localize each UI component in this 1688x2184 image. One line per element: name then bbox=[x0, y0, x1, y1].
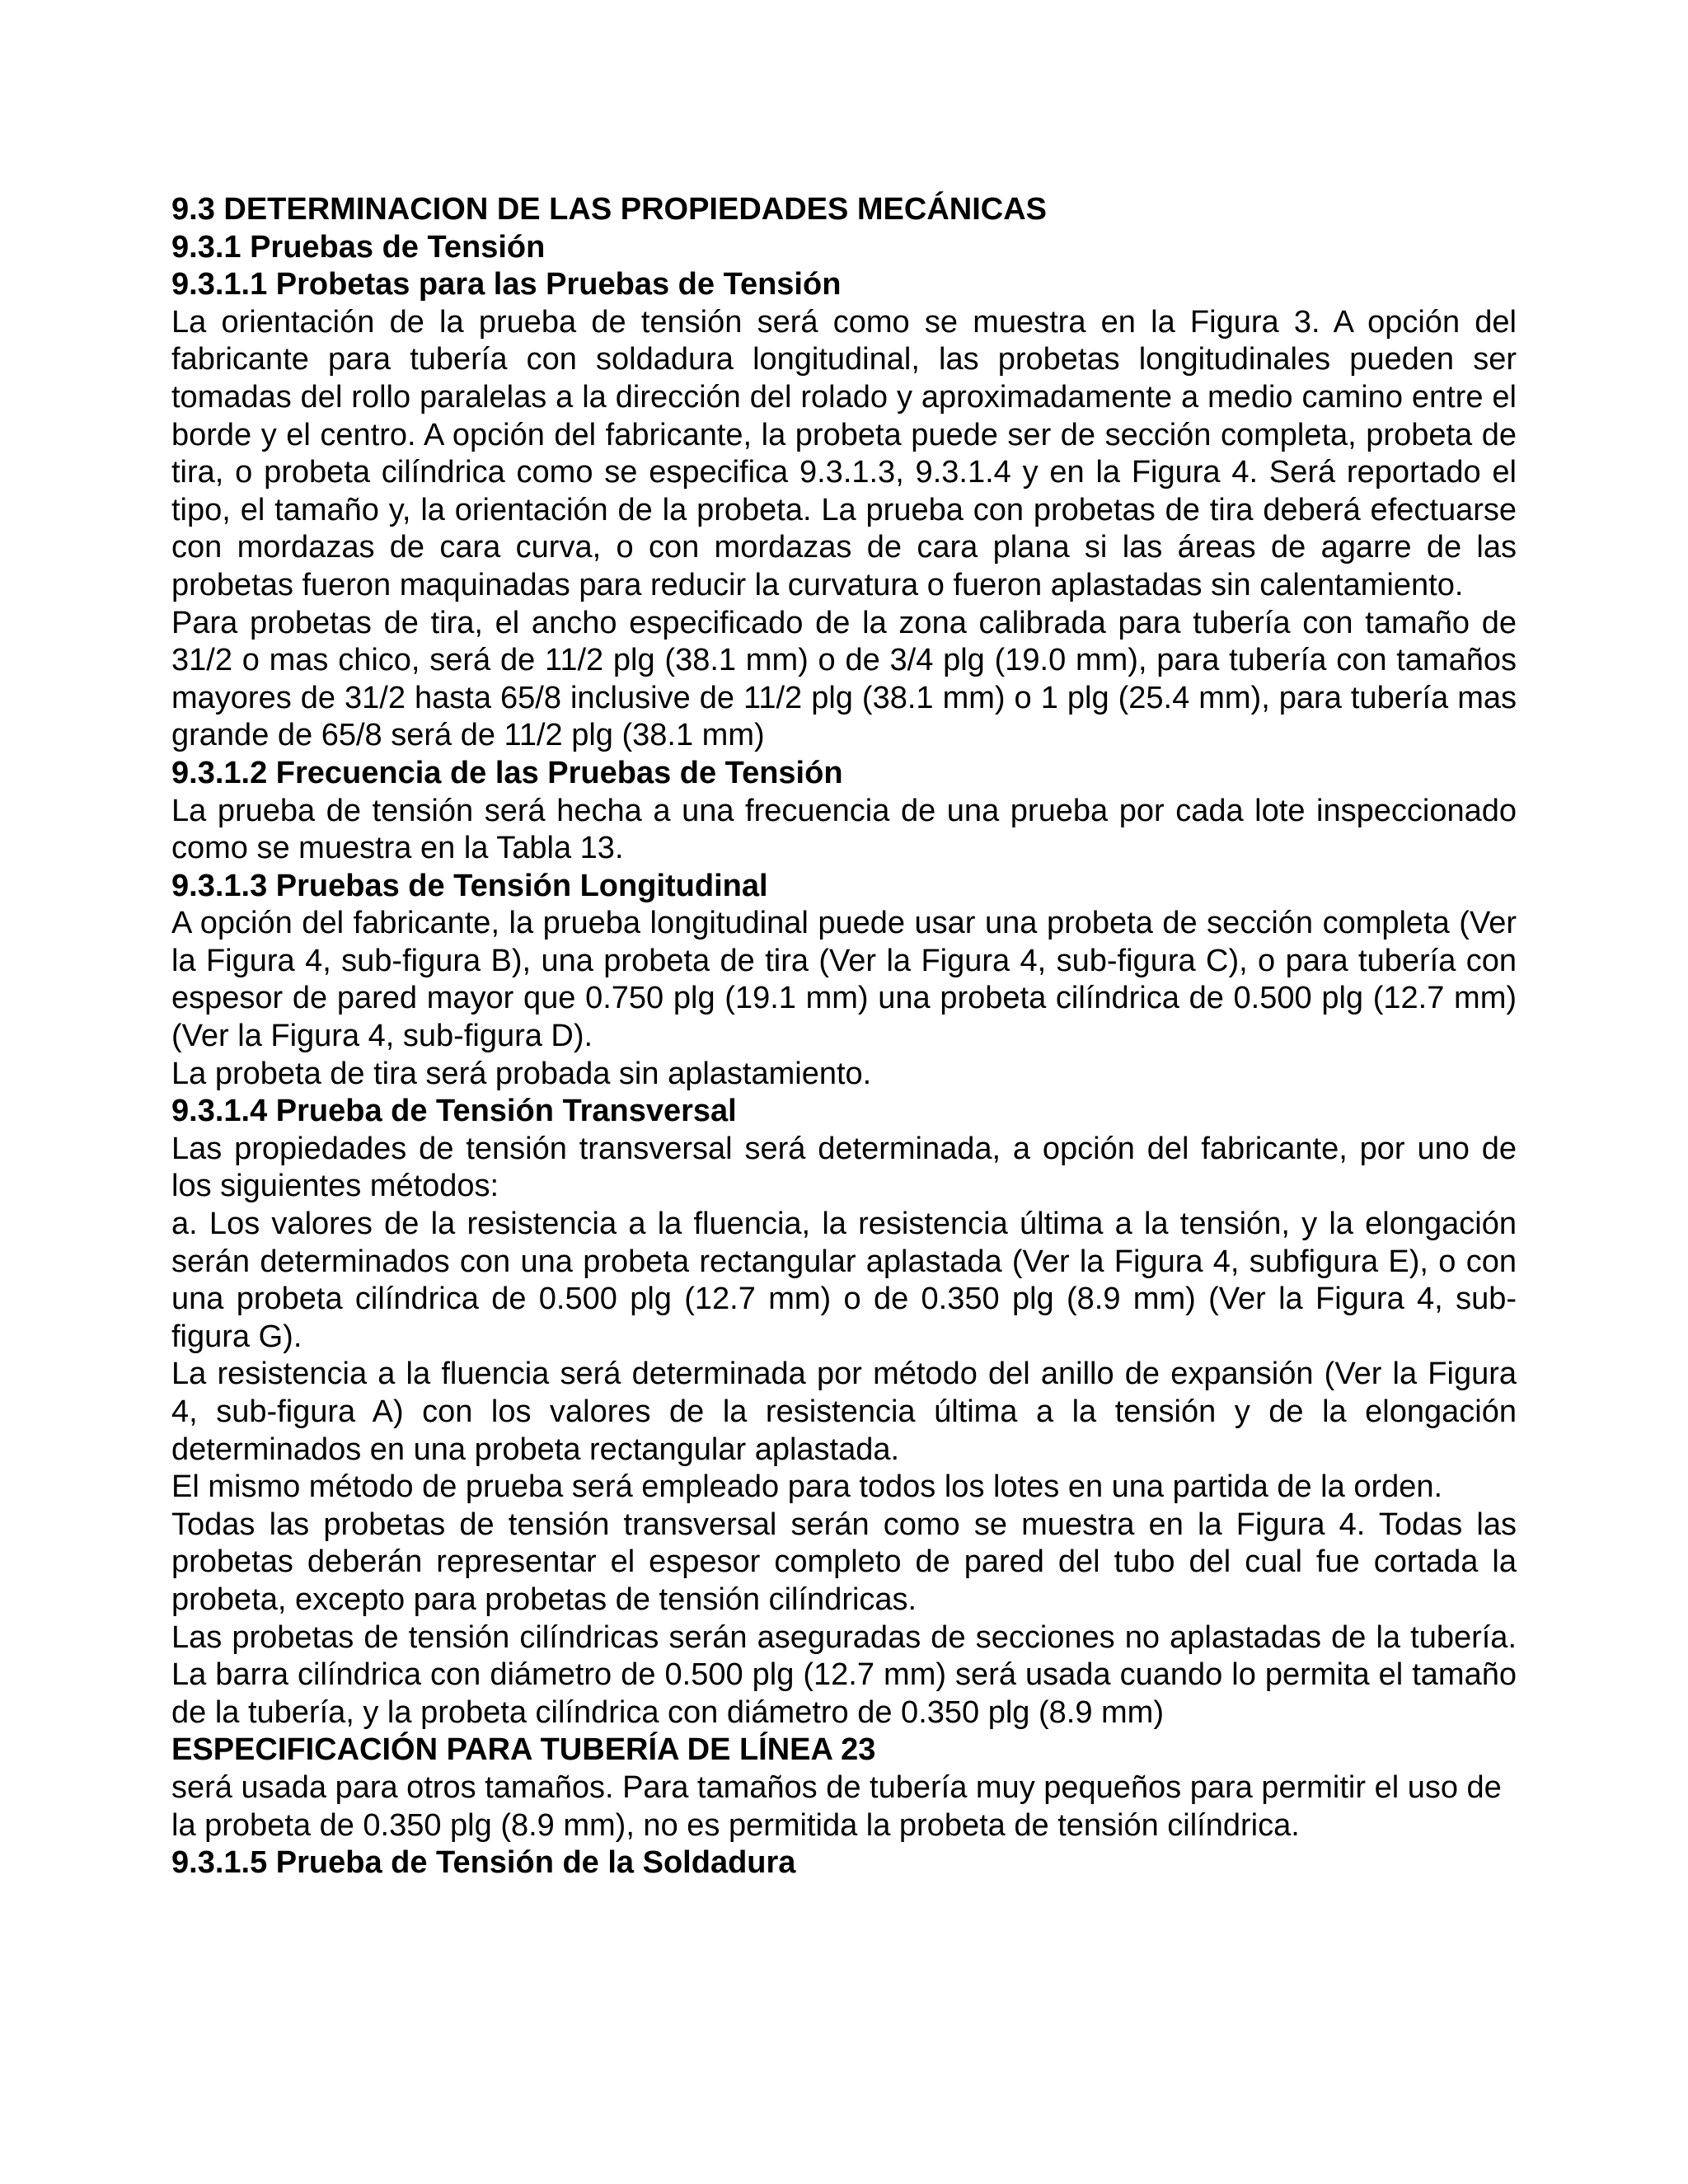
paragraph-ring-expansion: La resistencia a la fluencia será determinada por método del anillo de expansión (Ver la Figura 4, sub-figura A) con los valores de la resistencia última a la tensión y de la elongación determinados en una probeta rectangular aplastada. bbox=[171, 1357, 1517, 1467]
paragraph-transverse-methods: Las propiedades de tensión transversal será determinada, a opción del fabricante, por uno de los siguientes métodos: bbox=[171, 1131, 1517, 1204]
document-page bbox=[171, 191, 1517, 1882]
section-heading-9-3-1-2: 9.3.1.2 Frecuencia de las Pruebas de Tensión bbox=[171, 755, 843, 790]
paragraph-cylindrical-specimens: Las probetas de tensión cilíndricas serán aseguradas de secciones no aplastadas de la tubería. La barra cilíndrica con diámetro de 0.500 plg (12.7 mm) será usada cuando lo permita el tamaño de la tubería, y la probeta cilíndrica con diámetro de 0.350 plg (8.9 mm) bbox=[171, 1619, 1517, 1730]
section-heading-9-3-1: 9.3.1 Pruebas de Tensión bbox=[171, 229, 546, 265]
section-heading-9-3-1-3: 9.3.1.3 Pruebas de Tensión Longitudinal bbox=[171, 868, 768, 903]
section-heading-9-3: 9.3 DETERMINACION DE LAS PROPIEDADES MECÁNICAS bbox=[171, 192, 1048, 227]
paragraph-full-thickness: Todas las probetas de tensión transversal serán como se muestra en la Figura 4. Todas las probetas deberán representar el espesor completo de pared del tubo del cual fue cortada la probeta, excepto para probetas de tensión cilíndricas. bbox=[171, 1507, 1517, 1617]
section-heading-9-3-1-4: 9.3.1.4 Prueba de Tensión Transversal bbox=[171, 1094, 737, 1129]
running-header: ESPECIFICACIÓN PARA TUBERÍA DE LÍNEA 23 bbox=[171, 1732, 876, 1768]
paragraph-strip-width: Para probetas de tira, el ancho especificado de la zona calibrada para tubería con tamaño de 31/2 o mas chico, será de 11/2 plg (38.1 mm) o de 3/4 plg (19.0 mm), para tubería con tamaños mayores de 31/2 hasta 65/8 inclusive de 11/2 plg (38.1 mm) o 1 plg (25.4 mm), para tubería mas grande de 65/8 será de 11/2 plg (38.1 mm) bbox=[171, 605, 1517, 753]
section-heading-9-3-1-5: 9.3.1.5 Prueba de Tensión de la Soldadura bbox=[171, 1845, 796, 1881]
paragraph-method-a: a. Los valores de la resistencia a la fluencia, la resistencia última a la tensión, y la elongación serán determinados con una probeta rectangular aplastada (Ver la Figura 4, subfigura E), o con una probeta cilíndrica de 0.500 plg (12.7 mm) o de 0.350 plg (8.9 mm) (Ver la Figura 4, sub-figura G). bbox=[171, 1207, 1517, 1354]
paragraph-longitudinal: A opción del fabricante, la prueba longitudinal puede usar una probeta de sección completa (Ver la Figura 4, sub-figura B), una probeta de tira (Ver la Figura 4, sub-figura C), o para tubería con espesor de pared mayor que 0.750 plg (19.1 mm) una probeta cilíndrica de 0.500 plg (12.7 mm) (Ver la Figura 4, sub-figura D). bbox=[171, 906, 1517, 1054]
paragraph-same-method: El mismo método de prueba será empleado para todos los lotes en una partida de la orden. bbox=[171, 1469, 1443, 1505]
paragraph-strip-no-flattening: La probeta de tira será probada sin aplastamiento. bbox=[171, 1056, 872, 1091]
paragraph-orientation: La orientación de la prueba de tensión será como se muestra en la Figura 3. A opción del fabricante para tubería con soldadura longitudinal, las probetas longitudinales pueden ser tomadas del rollo paralelas a la dirección del rolado y aproximadamente a medio camino entre el borde y el centro. A opción del fabricante, la probeta puede ser de sección completa, probeta de tira, o probeta cilíndrica como se especifica 9.3.1.3, 9.3.1.4 y en la Figura 4. Será reportado el tipo, el tamaño y, la orientación de la probeta. La prueba con probetas de tira deberá efectuarse con mordazas de cara curva, o con mordazas de cara plana si las áreas de agarre de las probetas fueron maquinadas para reducir la curvatura o fueron aplastadas sin calentamiento. bbox=[171, 304, 1517, 602]
section-heading-9-3-1-1: 9.3.1.1 Probetas para las Pruebas de Tensión bbox=[171, 267, 842, 302]
paragraph-frequency: La prueba de tensión será hecha a una frecuencia de una prueba por cada lote inspeccionado como se muestra en la Tabla 13. bbox=[171, 793, 1517, 866]
paragraph-small-sizes: será usada para otros tamaños. Para tamaños de tubería muy pequeños para permitir el uso de la probeta de 0.350 plg (8.9 mm), no es permitida la probeta de tensión cilíndrica. bbox=[171, 1769, 1502, 1843]
